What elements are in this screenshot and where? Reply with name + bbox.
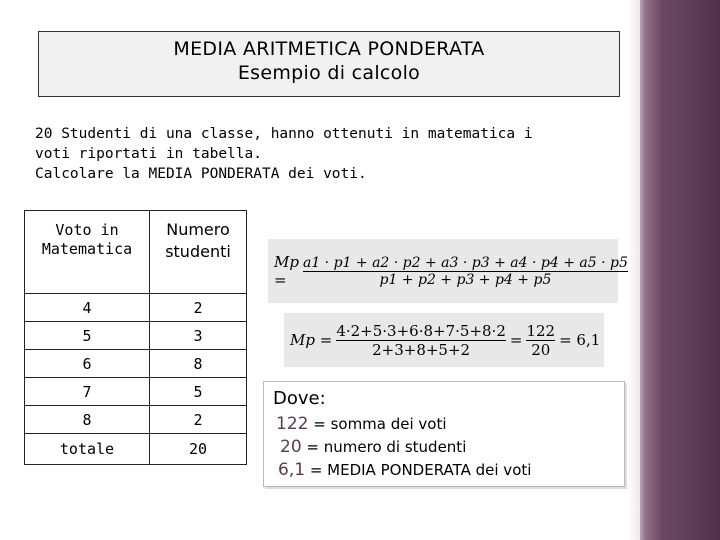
general-formula — [268, 239, 628, 303]
formula-fraction — [303, 255, 628, 288]
formula-fraction — [336, 322, 506, 359]
title-line-1: MEDIA ARITMETICA PONDERATA — [173, 38, 485, 60]
numeric-formula — [284, 313, 604, 367]
cell-studenti: 2 — [150, 294, 247, 322]
formula-numerator: 4·2+5·3+6·8+7·5+8·2 — [336, 321, 506, 340]
header-studenti-line1: Numero — [166, 220, 230, 239]
problem-statement — [35, 124, 635, 184]
label-result: = MEDIA PONDERATA dei voti — [309, 461, 532, 479]
intermediate-denominator: 20 — [531, 340, 551, 359]
cell-voto: 4 — [25, 294, 150, 322]
header-voto — [25, 211, 150, 294]
header-voto-line2: Matematica — [41, 240, 133, 258]
label-count: = numero di studenti — [306, 438, 467, 456]
explanation-heading: Dove: — [273, 388, 326, 409]
cell-studenti: 3 — [150, 322, 247, 350]
header-studenti — [150, 211, 247, 294]
formula-result: = 6,1 — [559, 331, 601, 349]
explanation-row — [280, 437, 466, 457]
explanation-row — [278, 460, 531, 480]
value-count: 20 — [280, 437, 302, 457]
table-row — [25, 322, 247, 350]
table-total-row — [25, 434, 247, 465]
cell-voto: 5 — [25, 322, 150, 350]
equals-sign: = — [509, 331, 523, 349]
header-studenti-line2: studenti — [165, 242, 231, 261]
cell-studenti: 8 — [150, 350, 247, 378]
formula-denominator: p1 + p2 + p3 + p4 + p5 — [379, 271, 552, 288]
table-row — [25, 378, 247, 406]
formula-lhs: Mp = — [290, 331, 333, 349]
formula-denominator: 2+3+8+5+2 — [372, 340, 471, 359]
cell-voto: 6 — [25, 350, 150, 378]
table-row — [25, 406, 247, 434]
votes-table — [24, 210, 247, 465]
formula-numerator: a1 · p1 + a2 · p2 + a3 · p3 + a4 · p4 + a5 · p5 — [302, 254, 628, 271]
statement-line: 20 Studenti di una classe, hanno ottenuti in matematica i — [35, 126, 533, 142]
explanation-row — [276, 414, 447, 434]
total-value: 20 — [150, 434, 247, 465]
cell-voto: 7 — [25, 378, 150, 406]
statement-line: Calcolare la MEDIA PONDERATA dei voti. — [35, 166, 367, 182]
cell-voto: 8 — [25, 406, 150, 434]
total-label: totale — [25, 434, 150, 465]
label-sum: = somma dei voti — [313, 415, 447, 433]
cell-studenti: 2 — [150, 406, 247, 434]
explanation-box — [263, 381, 625, 487]
intermediate-numerator: 122 — [526, 321, 556, 340]
intermediate-fraction — [526, 322, 555, 359]
formula-lhs: Mp = — [274, 253, 299, 289]
decorative-side-band — [640, 0, 720, 540]
title-line-2: Esempio di calcolo — [237, 62, 421, 84]
title-box — [38, 31, 620, 97]
table-header-row — [25, 211, 247, 294]
cell-studenti: 5 — [150, 378, 247, 406]
decorative-band-edge — [628, 0, 640, 540]
value-result: 6,1 — [278, 460, 306, 480]
header-voto-line1: Voto in — [55, 221, 119, 239]
statement-line: voti riportati in tabella. — [35, 146, 262, 162]
table-row — [25, 350, 247, 378]
table-row — [25, 294, 247, 322]
value-sum: 122 — [276, 414, 309, 434]
